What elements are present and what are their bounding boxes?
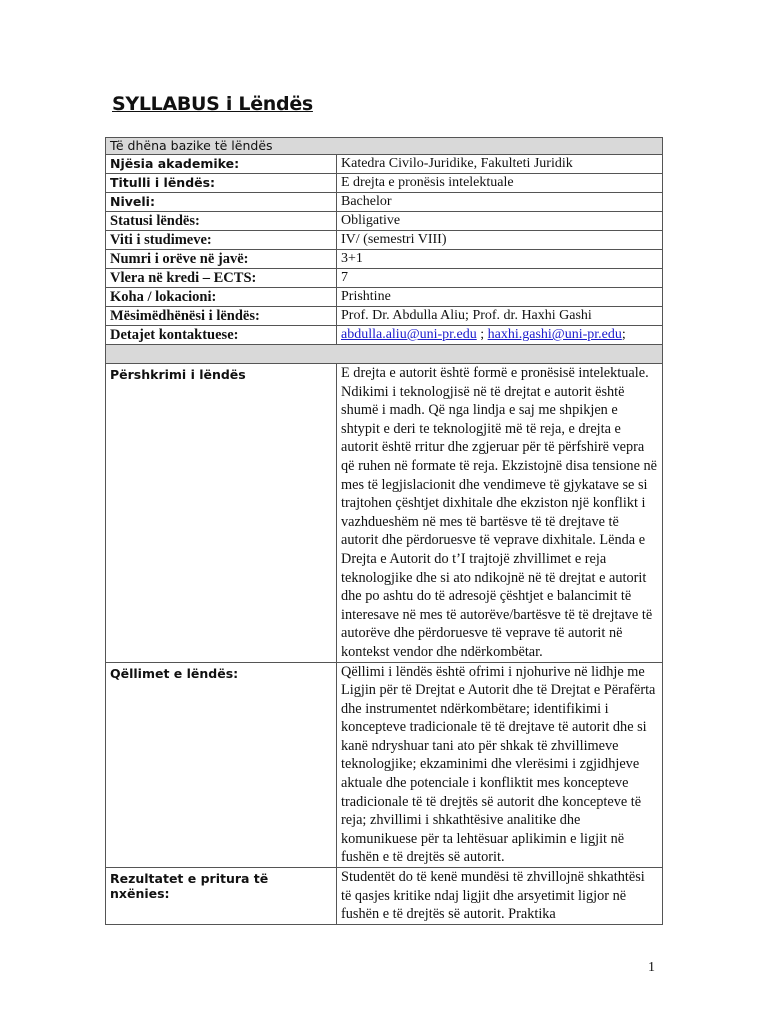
value-lecturer: Prof. Dr. Abdulla Aliu; Prof. dr. Haxhi Gashi bbox=[337, 307, 663, 326]
table-row bbox=[106, 307, 663, 326]
label-study-year: Viti i studimeve: bbox=[106, 231, 337, 250]
label-ects: Vlera në kredi – ECTS: bbox=[106, 269, 337, 288]
syllabus-table bbox=[105, 137, 663, 925]
label-course-title: Titulli i lëndës: bbox=[106, 174, 337, 193]
table-row bbox=[106, 193, 663, 212]
label-status: Statusi lëndës: bbox=[106, 212, 337, 231]
label-weekly-hours: Numri i orëve në javë: bbox=[106, 250, 337, 269]
value-outcomes: Studentët do të kenë mundësi të zhvillojnë shkathtësi të qasjes kritike ndaj ligjit dhe arsyetimit ligjor në fushën e të drejtës së autorit. Praktika bbox=[337, 868, 663, 925]
value-weekly-hours: 3+1 bbox=[337, 250, 663, 269]
label-level: Niveli: bbox=[106, 193, 337, 212]
email-link-aliu[interactable]: abdulla.aliu@uni-pr.edu bbox=[341, 327, 477, 342]
separator-row bbox=[106, 345, 663, 364]
table-row bbox=[106, 868, 663, 925]
table-row bbox=[106, 662, 663, 868]
label-description: Përshkrimi i lëndës bbox=[106, 364, 337, 663]
value-study-year: IV/ (semestri VIII) bbox=[337, 231, 663, 250]
value-time-location: Prishtine bbox=[337, 288, 663, 307]
email-trailing: ; bbox=[621, 327, 626, 342]
label-time-location: Koha / lokacioni: bbox=[106, 288, 337, 307]
table-header: Të dhëna bazike të lëndës bbox=[106, 138, 663, 155]
email-separator: ; bbox=[476, 327, 488, 342]
table-row bbox=[106, 155, 663, 174]
value-description: E drejta e autorit është formë e pronësisë intelektuale. Ndikimi i teknologjisë në të drejtat e autorit është shumë i madh. Që nga lindja e saj me shpikjen e shtypit e deri te teknologjitë më të reja, e drejta e autorit është rritur dhe zgjeruar për të përfshirë vepra që ruhen në formate të reja. Ekzistojnë disa tensione në mes të legjislacionit dhe vendimeve të gjykatave se si trajtohen çështjet dixhitale dhe ekziston një konflikt i vazhdueshëm në mes të bartësve të të drejtave të autorit dhe përdoruesve të veprave dixhitale. Lënda e Drejta e Autorit do t’I trajtojë zhvillimet e reja teknologjike dhe si ato ndikojnë në të drejtat e autorit dhe po ashtu do të adresojë çështjet e balancimit të interesave në mes të autorëve/bartësve të të drejtave të autorëve dhe përdoruesve të veprave të autorit në kontekst vendor dhe ndërkombëtar. bbox=[337, 364, 663, 663]
email-link-gashi[interactable]: haxhi.gashi@uni-pr.edu bbox=[487, 327, 622, 342]
value-objectives: Qëllimi i lëndës është ofrimi i njohurive në lidhje me Ligjin për të Drejtat e Autorit dhe të Drejtat e Përafërta dhe instrumentet ndërkombëtare; identifikimi i koncepteve tradicionale të të drejtave të autorit dhe si kanë ndryshuar tani ato për shkak të zhvillimeve teknologjike; ekzaminimi dhe vlerësimi i zgjidhjeve aktuale dhe potenciale i konfliktit mes koncepteve tradicionale të të drejtës së autorit dhe koncepteve të reja; zhvillimi i shkathtësive analitike dhe komunikuese për ta lehtësuar aplikimin e ligjit në fushën e të drejtës së autorit. bbox=[337, 662, 663, 868]
label-academic-unit: Njësia akademike: bbox=[106, 155, 337, 174]
label-contact: Detajet kontaktuese: bbox=[106, 326, 337, 345]
table-row bbox=[106, 174, 663, 193]
label-lecturer: Mësimëdhënësi i lëndës: bbox=[106, 307, 337, 326]
label-outcomes: Rezultatet e pritura të nxënies: bbox=[106, 868, 337, 925]
table-row bbox=[106, 231, 663, 250]
table-row bbox=[106, 364, 663, 663]
table-header-row bbox=[106, 138, 663, 155]
value-ects: 7 bbox=[337, 269, 663, 288]
table-row bbox=[106, 326, 663, 345]
table-row bbox=[106, 250, 663, 269]
value-academic-unit: Katedra Civilo-Juridike, Fakulteti Juridik bbox=[337, 155, 663, 174]
separator-cell bbox=[106, 345, 663, 364]
value-status: Obligative bbox=[337, 212, 663, 231]
table-row bbox=[106, 212, 663, 231]
label-objectives: Qëllimet e lëndës: bbox=[106, 662, 337, 868]
value-contact bbox=[337, 326, 663, 345]
page-title: SYLLABUS i Lëndës bbox=[112, 93, 313, 115]
page-number: 1 bbox=[648, 960, 655, 975]
table-row bbox=[106, 269, 663, 288]
value-course-title: E drejta e pronësis intelektuale bbox=[337, 174, 663, 193]
value-level: Bachelor bbox=[337, 193, 663, 212]
table-row bbox=[106, 288, 663, 307]
